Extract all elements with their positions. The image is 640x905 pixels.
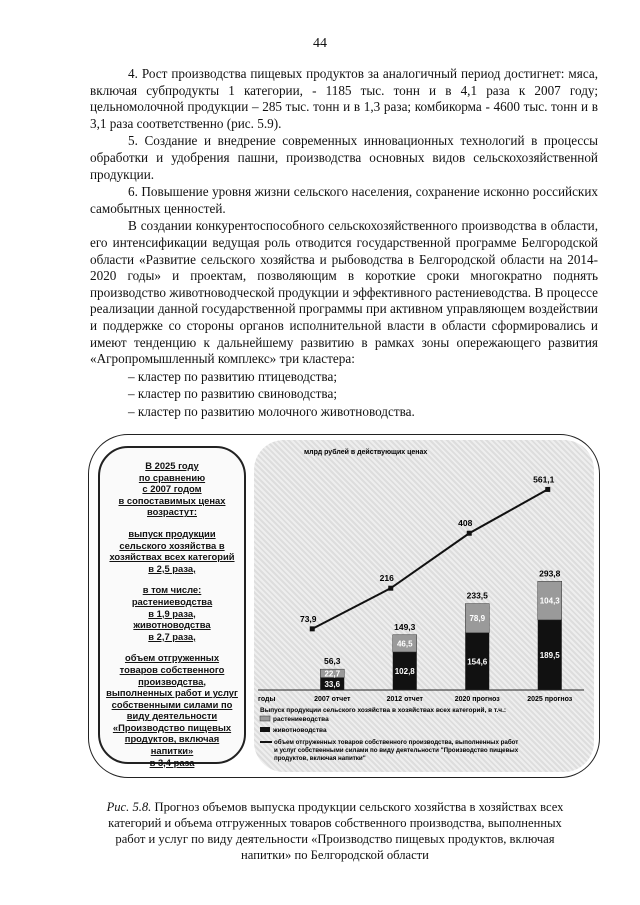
legend-line-label-part: объем отгруженных товаров собственного производства, выполненных работ [274, 739, 519, 746]
summary-gap [100, 518, 244, 528]
bar-label-plant: 78,9 [469, 614, 486, 624]
line-point [545, 487, 550, 492]
summary-line: напитки» [150, 745, 194, 757]
summary-line: объем отгруженных [124, 652, 220, 664]
bar-total-label: 233,5 [466, 590, 488, 601]
summary-line: в 1,9 раза, [148, 607, 196, 619]
page-number: 44 [313, 36, 327, 51]
summary-line: в 3,4 раза [149, 756, 195, 768]
summary-line: в том числе: [142, 584, 202, 596]
summary-gap [100, 574, 244, 584]
line-value-label: 73,9 [299, 613, 317, 624]
body-text [90, 66, 598, 421]
figure-5-8 [88, 434, 600, 778]
summary-line: растениеводства [131, 595, 213, 607]
summary-line: в 2,7 раза, [148, 630, 196, 642]
summary-box [98, 446, 246, 768]
category-label: 2012 отчет [386, 696, 423, 703]
summary-line: по сравнению [138, 471, 206, 483]
legend-line-label [274, 739, 519, 762]
summary-line: выполненных работ и услуг [106, 687, 238, 699]
summary-line: «Производство пищевых [112, 721, 232, 733]
line-series [312, 489, 548, 628]
line-value-label: 216 [379, 573, 394, 584]
legend-swatch-plant [260, 716, 270, 721]
summary-line: сельского хозяйства в [119, 539, 225, 551]
summary-line: животноводства [133, 619, 211, 631]
line-value-label: 561,1 [533, 474, 555, 485]
summary-line: производства, [138, 675, 206, 687]
line-point [388, 586, 393, 591]
paragraph-item-4: 4. Рост производства пищевых продуктов за аналогичный период достигнет: мяса, включая субпродукты 1 категории, - 1185 тыс. тонн и в 4,1 раза к 2007 году; цельномолочной продукции – 285 тыс. тонн и в 1,3 раза; комбикорма - 4600 тыс. тонн и в 3,1 раза соответственно (рис. 5.9). [90, 66, 598, 131]
figure-caption [100, 799, 570, 863]
bar-label-plant: 46,5 [396, 639, 413, 649]
cluster-item: – кластер по развитию молочного животноводства. [128, 403, 415, 419]
bar-total-label: 149,3 [394, 621, 416, 632]
summary-line: В 2025 году [145, 460, 199, 471]
summary-line: товаров собственного [119, 663, 225, 675]
legend-line-label-part: продуктов, включая напитки" [274, 755, 366, 762]
category-label: 2025 прогноз [527, 696, 573, 703]
forecast-chart [254, 440, 594, 772]
line-point [467, 531, 472, 536]
cluster-item: – кластер по развитию свиноводства; [128, 386, 337, 402]
category-label: 2020 прогноз [454, 696, 500, 703]
caption-text: Прогноз объемов выпуска продукции сельского хозяйства в хозяйствах всех категорий и объема отгруженных товаров собственного производства, выполненных работ и услуг по виду деятельности «Производство пищевых продуктов, включая напитки» по Белгородской области [108, 800, 564, 862]
summary-line: собственными силами по [111, 698, 233, 710]
summary-line: с 2007 годом [142, 483, 202, 495]
paragraph-program: В создании конкурентоспособного сельскохозяйственного производства в области, его интенсификации ведущая роль отводится государственной программе Белгородской области «Развитие сельского хозяйства и рыбоводства в Белгородской области на 2014-2020 годы» и проектам, позволяющим в короткие сроки многократно поднять производство животноводческой продукции и эффективного растениеводства. В процессе реализации данной государственной программы при активном управляющем воздействии и поддержке со стороны органов исполнительной власти в области сформировались и имеют тенденцию к дальнейшему развитию в рамках зоны опережающего развития «Агропромышленный комплекс» три кластера: [90, 218, 598, 367]
bar-label-animal: 33,6 [324, 679, 341, 689]
unit-label: млрд рублей в действующих ценах [304, 449, 428, 456]
bar-total-label: 56,3 [323, 656, 341, 667]
bar-label-plant: 22,7 [324, 669, 341, 679]
line-point [310, 626, 315, 631]
legend-animal-label: животноводства [273, 727, 327, 734]
summary-gap [100, 642, 244, 652]
legend-swatch-animal [260, 727, 270, 732]
summary-line: в сопоставимых ценах [118, 494, 226, 506]
bar-label-animal: 189,5 [539, 650, 560, 660]
bar-total-label: 293,8 [539, 568, 561, 579]
line-value-label: 408 [458, 518, 473, 529]
caption-label: Рис. 5.8. [106, 800, 152, 814]
summary-line: выпуск продукции [128, 527, 216, 539]
cluster-item: – кластер по развитию птицеводства; [128, 368, 337, 384]
chart-area [254, 440, 594, 772]
summary-line: виду деятельности [126, 710, 218, 722]
summary-line: хозяйствах всех категорий [109, 551, 235, 563]
bar-label-plant: 104,3 [539, 596, 560, 606]
summary-line: в 2,5 раза, [148, 562, 196, 574]
legend-line-label-part: и услуг собственными силами по виду деятельности "Производство пищевых [274, 747, 519, 754]
legend-title: Выпуск продукции сельского хозяйства в хозяйствах всех категорий, в т.ч.: [260, 707, 507, 714]
summary-line: продуктов, включая [124, 733, 220, 745]
legend-plant-label: растениеводства [273, 716, 329, 723]
axis-prefix: годы [258, 696, 276, 703]
paragraph-item-5: 5. Создание и внедрение современных инновационных технологий в процессы обработки и удобрения пашни, производства основных видов сельскохозяйственной продукции. [90, 133, 598, 182]
paragraph-item-6: 6. Повышение уровня жизни сельского населения, сохранение исконно российских самобытных ценностей. [90, 184, 598, 216]
bar-label-animal: 102,8 [394, 666, 415, 676]
category-label: 2007 отчет [314, 696, 351, 703]
bar-label-animal: 154,6 [467, 657, 488, 667]
summary-line: возрастут: [147, 506, 197, 518]
